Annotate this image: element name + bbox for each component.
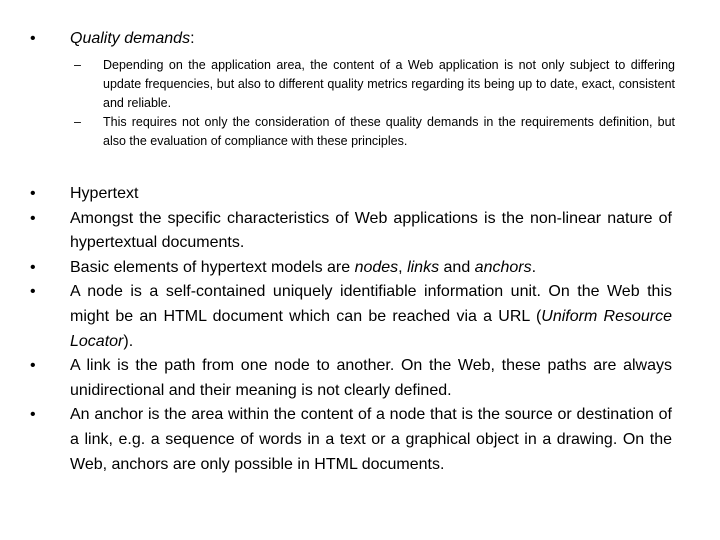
bullet-icon: • <box>30 209 36 227</box>
term-uniform-resource-locator: Uniform Resource Locator <box>70 307 672 350</box>
bullet-icon: • <box>30 406 36 424</box>
sub-bullet-item <box>30 113 680 151</box>
bullet-item <box>30 403 680 477</box>
bullet-icon: • <box>30 357 36 375</box>
bullet-text <box>70 28 680 50</box>
dash-bullet-icon: – <box>74 115 81 129</box>
bullet-text <box>70 280 672 354</box>
text-segment: and <box>439 258 475 276</box>
bullet-item <box>30 354 680 403</box>
bullet-item <box>30 207 680 256</box>
colon: : <box>190 30 195 47</box>
bullet-item-quality-demands <box>30 28 680 50</box>
text-segment: Basic elements of hypertext models are <box>70 258 355 276</box>
bullet-text <box>70 256 672 281</box>
bullet-text: An anchor is the area within the content of a node that is the source or destination of a link, e.g. a sequence of words in a text or a graphical object in a drawing. On the Web, anchors are only possible in HTML documents. <box>70 406 672 473</box>
bullet-icon: • <box>30 258 36 276</box>
sub-bullet-list <box>30 56 680 151</box>
quality-demands-term: Quality demands <box>70 30 191 47</box>
bullet-item <box>30 256 680 281</box>
bullet-text: A link is the path from one node to another. On the Web, these paths are always unidirectional and their meaning is not clearly defined. <box>70 357 672 399</box>
bullet-item-hypertext-heading <box>30 182 680 207</box>
term-links: links <box>407 258 440 276</box>
text-segment: ). <box>123 332 134 350</box>
text-segment: . <box>531 258 537 276</box>
bullet-item <box>30 280 680 354</box>
bullet-icon: • <box>30 30 36 47</box>
dash-bullet-icon: – <box>74 58 81 72</box>
bullet-icon: • <box>30 185 36 202</box>
text-segment: A node is a self-contained uniquely identifiable information unit. On the Web this might be an HTML document which can be reached via a URL ( <box>70 283 672 325</box>
quality-demands-section <box>30 28 680 151</box>
text-segment: , <box>398 258 408 276</box>
hypertext-heading: Hypertext <box>70 185 139 202</box>
hypertext-section <box>30 182 680 477</box>
sub-bullet-text: Depending on the application area, the content of a Web application is not only subject to differing update frequencies, but also to different quality metrics regarding its being up to date, exact, consistent and reliable. <box>103 58 675 110</box>
term-nodes: nodes <box>354 258 399 276</box>
bullet-text: Amongst the specific characteristics of Web applications is the non-linear nature of hypertextual documents. <box>70 209 672 252</box>
term-anchors: anchors <box>474 258 532 276</box>
bullet-icon: • <box>30 283 36 301</box>
sub-bullet-text: This requires not only the consideration of these quality demands in the requirements definition, but also the evaluation of compliance with these principles. <box>103 115 675 148</box>
sub-bullet-item <box>30 56 680 113</box>
